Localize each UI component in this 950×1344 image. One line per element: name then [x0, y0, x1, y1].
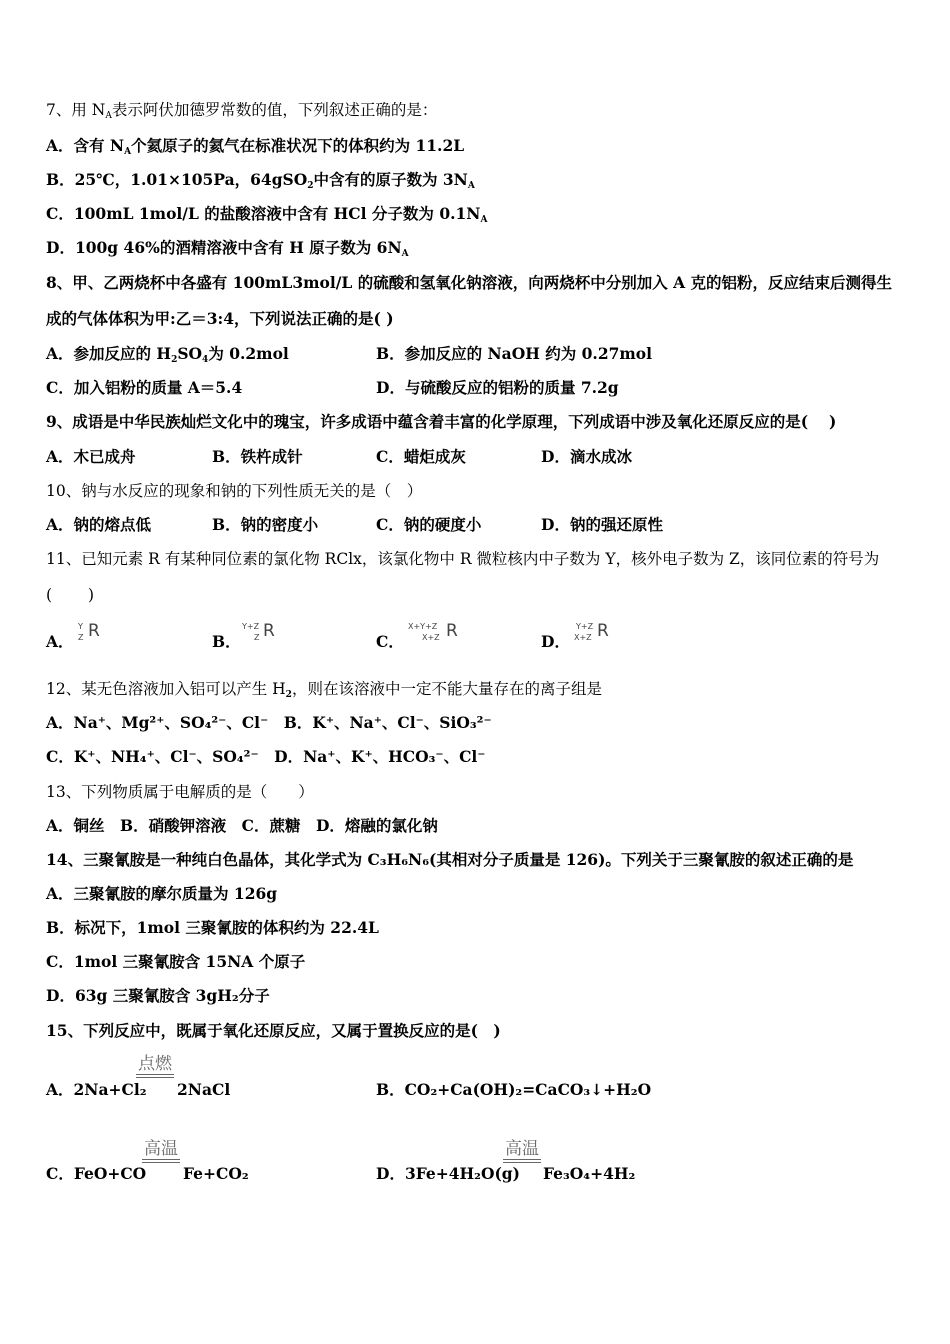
q9-option-d[interactable]: D．滴水成冰 — [541, 447, 632, 466]
q9-option-b[interactable]: B．铁杵成针 — [212, 447, 303, 466]
isotope-mass-number: Y+Z — [242, 622, 260, 631]
q8-option-c[interactable]: C．加入铝粉的质量 A＝5.4 — [46, 378, 243, 397]
q9-option-c[interactable]: C．蜡炬成灰 — [376, 447, 466, 466]
q14-option-a[interactable]: A．三聚氰胺的摩尔质量为 126g — [46, 884, 278, 903]
q13-stem: 13、下列物质属于电解质的是（ ） — [46, 783, 314, 801]
q15-option-d-right[interactable]: Fe₃O₄+4H₂ — [543, 1164, 636, 1183]
q11-option-c-label[interactable]: C． — [376, 632, 404, 651]
isotope-symbol: R — [263, 621, 275, 641]
isotope-atomic-number: Z — [254, 633, 260, 642]
q10-stem: 10、钠与水反应的现象和钠的下列性质无关的是（ ） — [46, 482, 423, 500]
q11-option-d-isotope[interactable] — [574, 620, 624, 650]
q15-stem: 15、下列反应中，既属于氧化还原反应，又属于置换反应的是( ) — [46, 1021, 501, 1040]
q15-option-c-condition-arrow — [142, 1140, 180, 1163]
isotope-atomic-number: X+Z — [422, 633, 440, 642]
q10-option-d[interactable]: D．钠的强还原性 — [541, 515, 663, 534]
q14-option-d[interactable]: D．63g 三聚氰胺含 3gH₂分子 — [46, 986, 270, 1005]
q10-option-b[interactable]: B．钠的密度小 — [212, 515, 319, 534]
q10-option-a[interactable]: A．钠的熔点低 — [46, 515, 152, 534]
isotope-symbol: R — [597, 621, 609, 641]
q8-stem-line2: 成的气体体积为甲:乙＝3:4，下列说法正确的是( ) — [46, 309, 394, 328]
q9-option-a[interactable]: A．木已成舟 — [46, 447, 136, 466]
reaction-condition-label: 点燃 — [138, 1054, 172, 1074]
q11-option-b-isotope[interactable] — [242, 620, 282, 650]
q11-paren: ( ) — [46, 586, 95, 604]
q15-option-d-condition-arrow — [503, 1140, 541, 1163]
reaction-condition-label: 高温 — [144, 1139, 178, 1159]
q8-stem-line1: 8、甲、乙两烧杯中各盛有 100mL3mol/L 的硫酸和氢氧化钠溶液，向两烧杯中分别加入 A 克的铝粉，反应结束后测得生 — [46, 273, 893, 292]
q10-option-c[interactable]: C．钠的硬度小 — [376, 515, 482, 534]
q7-stem: 7、用 $N_A$表示阿伏加德罗常数的值，下列叙述正确的是： — [46, 101, 438, 121]
reaction-condition-label: 高温 — [505, 1139, 539, 1159]
isotope-atomic-number: Z — [78, 633, 84, 642]
q14-stem: 14、三聚氰胺是一种纯白色晶体，其化学式为 C₃H₆N₆(其相对分子质量是 126)。下列关于三聚氰胺的叙述正确的是 — [46, 850, 854, 869]
isotope-symbol: R — [88, 621, 100, 641]
equals-arrow-icon — [503, 1159, 541, 1163]
q11-option-a-label[interactable]: A． — [46, 632, 74, 651]
q11-stem: 11、已知元素 R 有某种同位素的氯化物 RClx，该氯化物中 R 微粒核内中子数为 Y，核外电子数为 Z，该同位素的符号为 — [46, 550, 880, 568]
q14-option-b[interactable]: B．标况下，1mol 三聚氰胺的体积约为 22.4L — [46, 918, 379, 937]
q12-options-ab[interactable]: A．Na⁺、Mg²⁺、SO₄²⁻、Cl⁻ B．K⁺、Na⁺、Cl⁻、SiO₃²⁻ — [46, 713, 492, 732]
q8-option-a[interactable]: A．参加反应的 $H_2SO_4$为 0.2mol — [46, 344, 289, 365]
q15-option-a-right[interactable]: 2NaCl — [177, 1080, 231, 1099]
q7-option-b[interactable]: B．25℃，1.01×105Pa，64gSO$_2$中含有的原子数为 $3N_A$ — [46, 170, 475, 191]
q11-option-b-label[interactable]: B． — [212, 632, 241, 651]
q15-option-c-right[interactable]: Fe+CO₂ — [183, 1164, 249, 1183]
q11-option-c-isotope[interactable] — [408, 620, 468, 650]
q11-option-d-label[interactable]: D． — [541, 632, 570, 651]
isotope-atomic-number: X+Z — [574, 633, 592, 642]
q15-option-a-condition-arrow — [136, 1055, 174, 1078]
q13-options[interactable]: A．铜丝 B．硝酸钾溶液 C．蔗糖 D．熔融的氯化钠 — [46, 816, 438, 835]
q8-option-d[interactable]: D．与硫酸反应的铝粉的质量 7.2g — [376, 378, 619, 397]
q7-option-a[interactable]: A．含有 $N_A$个氦原子的氦气在标准状况下的体积约为 11.2L — [46, 136, 465, 157]
q12-options-cd[interactable]: C．K⁺、NH₄⁺、Cl⁻、SO₄²⁻ D．Na⁺、K⁺、HCO₃⁻、Cl⁻ — [46, 747, 486, 766]
q8-option-b[interactable]: B．参加反应的 NaOH 约为 0.27mol — [376, 344, 653, 363]
q15-option-b[interactable]: B．CO₂+Ca(OH)₂=CaCO₃↓+H₂O — [376, 1080, 652, 1099]
isotope-mass-number: Y+Z — [576, 622, 594, 631]
q15-option-a-left[interactable]: A．2Na+Cl₂ — [46, 1080, 147, 1099]
equals-arrow-icon — [136, 1074, 174, 1078]
q15-option-d-left[interactable]: D．3Fe+4H₂O(g) — [376, 1164, 520, 1183]
q7-option-d[interactable]: D．100g 46%的酒精溶液中含有 H 原子数为 $6N_A$ — [46, 238, 409, 259]
q11-option-a-isotope[interactable] — [76, 620, 116, 650]
isotope-mass-number: X+Y+Z — [408, 622, 438, 631]
q7-option-c[interactable]: C．100mL 1mol/L 的盐酸溶液中含有 HCl 分子数为 $0.1N_A$ — [46, 204, 488, 225]
isotope-mass-number: Y — [78, 622, 83, 631]
q9-stem: 9、成语是中华民族灿烂文化中的瑰宝，许多成语中蕴含着丰富的化学原理，下列成语中涉及氧化还原反应的是( ) — [46, 412, 837, 431]
q12-stem: 12、某无色溶液加入铝可以产生 $H_2$，则在该溶液中一定不能大量存在的离子组是 — [46, 680, 602, 700]
isotope-symbol: R — [446, 621, 458, 641]
q15-option-c-left[interactable]: C．FeO+CO — [46, 1164, 147, 1183]
q14-option-c[interactable]: C．1mol 三聚氰胺含 15NA 个原子 — [46, 952, 306, 971]
equals-arrow-icon — [142, 1159, 180, 1163]
